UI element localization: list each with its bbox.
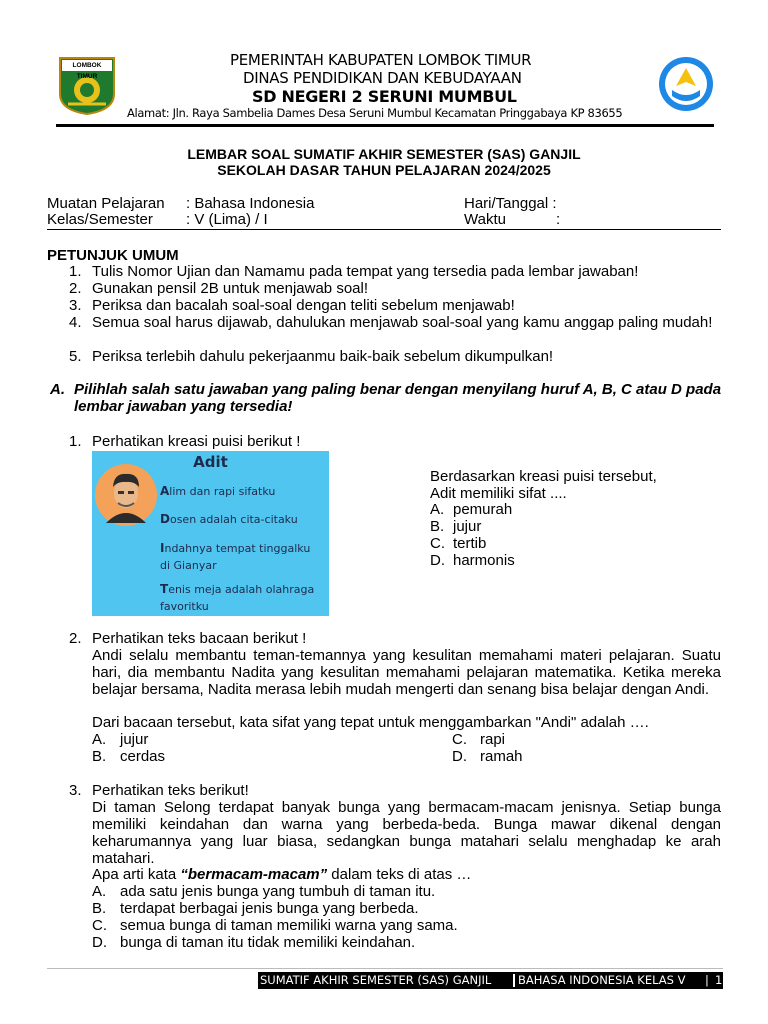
q1-question: Berdasarkan kreasi puisi tersebut, Adit memiliki sifat .... — [430, 468, 657, 502]
option-text: jujur — [120, 731, 149, 748]
q2-question: Dari bacaan tersebut, kata sifat yang tepat untuk menggambarkan "Andi" adalah …. — [92, 714, 649, 731]
footer-left: SUMATIF AKHIR SEMESTER (SAS) GANJIL — [260, 973, 492, 987]
option-letter: C. — [92, 917, 107, 934]
instruction-item — [69, 280, 721, 297]
option-letter: D. — [92, 934, 107, 951]
instruction-item — [69, 297, 721, 314]
q2-option — [92, 731, 149, 748]
exam-subtitle: SEKOLAH DASAR TAHUN PELAJARAN 2024/2025 — [217, 162, 551, 178]
poem-line-initial: A — [160, 484, 170, 498]
letterhead-divider — [56, 124, 714, 127]
option-text: tertib — [453, 535, 487, 552]
instruction-number: 4. — [69, 314, 82, 331]
school-name: SD NEGERI 2 SERUNI MUMBUL — [252, 87, 517, 106]
poem-line-initial: D — [160, 512, 170, 526]
q2-option — [92, 748, 166, 765]
poem-card — [92, 451, 329, 616]
poem-line-text: lim dan rapi sifatku — [169, 485, 276, 498]
section-a-heading — [50, 381, 722, 415]
time-colon: : — [556, 211, 561, 228]
poem-line-text-2: di Gianyar — [160, 559, 217, 572]
letterhead-line1: PEMERINTAH KABUPATEN LOMBOK TIMUR — [230, 51, 532, 69]
option-text: rapi — [480, 731, 506, 748]
q1-option — [430, 552, 515, 569]
ministry-logo — [656, 56, 716, 112]
instruction-item — [69, 263, 721, 280]
day-label: Hari/Tanggal : — [464, 195, 557, 212]
option-text: cerdas — [120, 748, 166, 765]
q3-question — [92, 866, 721, 883]
q1-option — [430, 518, 482, 535]
option-text: pemurah — [453, 501, 513, 518]
q3-stem: Perhatikan teks berikut! — [92, 782, 249, 799]
instruction-text: Periksa dan bacalah soal-soal dengan teliti sebelum menjawab! — [92, 297, 515, 314]
option-letter: B. — [92, 748, 107, 765]
instruction-text: Tulis Nomor Ujian dan Namamu pada tempat yang tersedia pada lembar jawaban! — [92, 263, 639, 280]
option-letter: B. — [92, 900, 107, 917]
subject-label: Muatan Pelajaran — [47, 195, 165, 212]
poem-line-text: osen adalah cita-citaku — [169, 513, 298, 526]
instruction-text: Gunakan pensil 2B untuk menjawab soal! — [92, 280, 369, 297]
instruction-number: 3. — [69, 297, 82, 314]
footer-bar — [258, 972, 723, 989]
exam-title: LEMBAR SOAL SUMATIF AKHIR SEMESTER (SAS) GANJIL — [187, 146, 581, 162]
q2-stem: Perhatikan teks bacaan berikut ! — [92, 630, 307, 647]
poem-line — [160, 540, 310, 574]
q3-number: 3. — [69, 782, 82, 799]
q3-question-term: “bermacam-macam” — [180, 866, 328, 883]
poem-line — [160, 512, 298, 526]
poem-line-text-2: favoritku — [160, 600, 209, 613]
q3-question-pre: Apa arti kata — [92, 866, 181, 883]
q3-option — [92, 934, 416, 951]
instruction-number: 1. — [69, 263, 82, 280]
poem-line-text: enis meja adalah olahraga — [168, 583, 315, 596]
q2-option — [452, 748, 523, 765]
option-text: harmonis — [453, 552, 515, 569]
letterhead-line2: DINAS PENDIDIKAN DAN KEBUDAYAAN — [243, 69, 522, 87]
q2-option — [452, 731, 506, 748]
poem-line-text: ndahnya tempat tinggalku — [164, 542, 311, 555]
q3-option — [92, 883, 436, 900]
footer-divider — [47, 968, 723, 969]
option-letter: D. — [452, 748, 467, 765]
footer-right: BAHASA INDONESIA KELAS V — [518, 973, 686, 987]
option-letter: A. — [430, 501, 445, 518]
option-text: jujur — [453, 518, 482, 535]
q1-stem: Perhatikan kreasi puisi berikut ! — [92, 433, 301, 450]
poem-line — [160, 484, 275, 498]
section-a-letter: A. — [50, 381, 65, 398]
q3-passage: Di taman Selong terdapat banyak bunga yang bermacam-macam jenisnya. Setiap bunga memiliki keindahan dan warna yang berbeda-beda. Bunga mawar dikenal dengan keharumannya yang luar biasa, sedangkan bunga matahari selalu menghadap ke arah matahari. — [92, 799, 721, 867]
regency-logo-text: LOMBOK TIMUR — [72, 62, 102, 80]
section-a-text: Pilihlah salah satu jawaban yang paling benar dengan menyilang huruf A, B, C atau D pada lembar jawaban yang tersedia! — [74, 381, 722, 415]
option-text: bunga di taman itu tidak memiliki keindahan. — [120, 934, 416, 951]
option-text: ramah — [480, 748, 523, 765]
q2-number: 2. — [69, 630, 82, 647]
option-letter: D. — [430, 552, 445, 569]
option-letter: C. — [430, 535, 445, 552]
option-letter: A. — [92, 883, 107, 900]
option-letter: A. — [92, 731, 107, 748]
poem-line — [160, 581, 314, 615]
poem-line-initial: I — [160, 541, 165, 555]
q3-option — [92, 917, 458, 934]
option-text: ada satu jenis bunga yang tumbuh di taman itu. — [120, 883, 436, 900]
avatar — [94, 463, 158, 527]
instruction-number: 5. — [69, 348, 82, 365]
q2-passage: Andi selalu membantu teman-temannya yang kesulitan memahami materi pelajaran. Suatu hari, dia membantu Nadita yang kesulitan memahami pelajaran matematika. Ketika mereka belajar bersama, Nadita merasa lebih mudah mengerti dan senang bisa belajar dengan Andi. — [92, 647, 721, 698]
q1-option — [430, 501, 513, 518]
footer-separator — [513, 974, 515, 987]
option-text: semua bunga di taman memiliki warna yang sama. — [120, 917, 458, 934]
instructions-heading: PETUNJUK UMUM — [47, 247, 179, 264]
instruction-text: Semua soal harus dijawab, dahulukan menjawab soal-soal yang kamu anggap paling mudah! — [92, 314, 713, 331]
subject-value: : Bahasa Indonesia — [186, 195, 315, 212]
poem-title: Adit — [193, 453, 228, 471]
class-value: : V (Lima) / I — [186, 211, 268, 228]
class-label: Kelas/Semester — [47, 211, 153, 228]
instruction-text: Periksa terlebih dahulu pekerjaanmu baik-baik sebelum dikumpulkan! — [92, 348, 554, 365]
school-address: Alamat: Jln. Raya Sambelia Dames Desa Seruni Mumbul Kecamatan Pringgabaya KP 83655 — [127, 106, 623, 120]
q3-question-post: dalam teks di atas … — [327, 866, 472, 883]
q3-option — [92, 900, 419, 917]
info-divider — [47, 229, 721, 230]
option-text: terdapat berbagai jenis bunga yang berbeda. — [120, 900, 419, 917]
option-letter: B. — [430, 518, 445, 535]
instruction-number: 2. — [69, 280, 82, 297]
instruction-item — [69, 314, 721, 331]
time-label: Waktu — [464, 211, 506, 228]
option-letter: C. — [452, 731, 467, 748]
page-number: 1 — [715, 973, 723, 987]
poem-line-initial: T — [160, 582, 169, 596]
regency-logo — [56, 54, 118, 116]
instruction-item — [69, 348, 721, 365]
q1-number: 1. — [69, 433, 82, 450]
footer-pipe: | — [705, 973, 709, 987]
q1-option — [430, 535, 487, 552]
